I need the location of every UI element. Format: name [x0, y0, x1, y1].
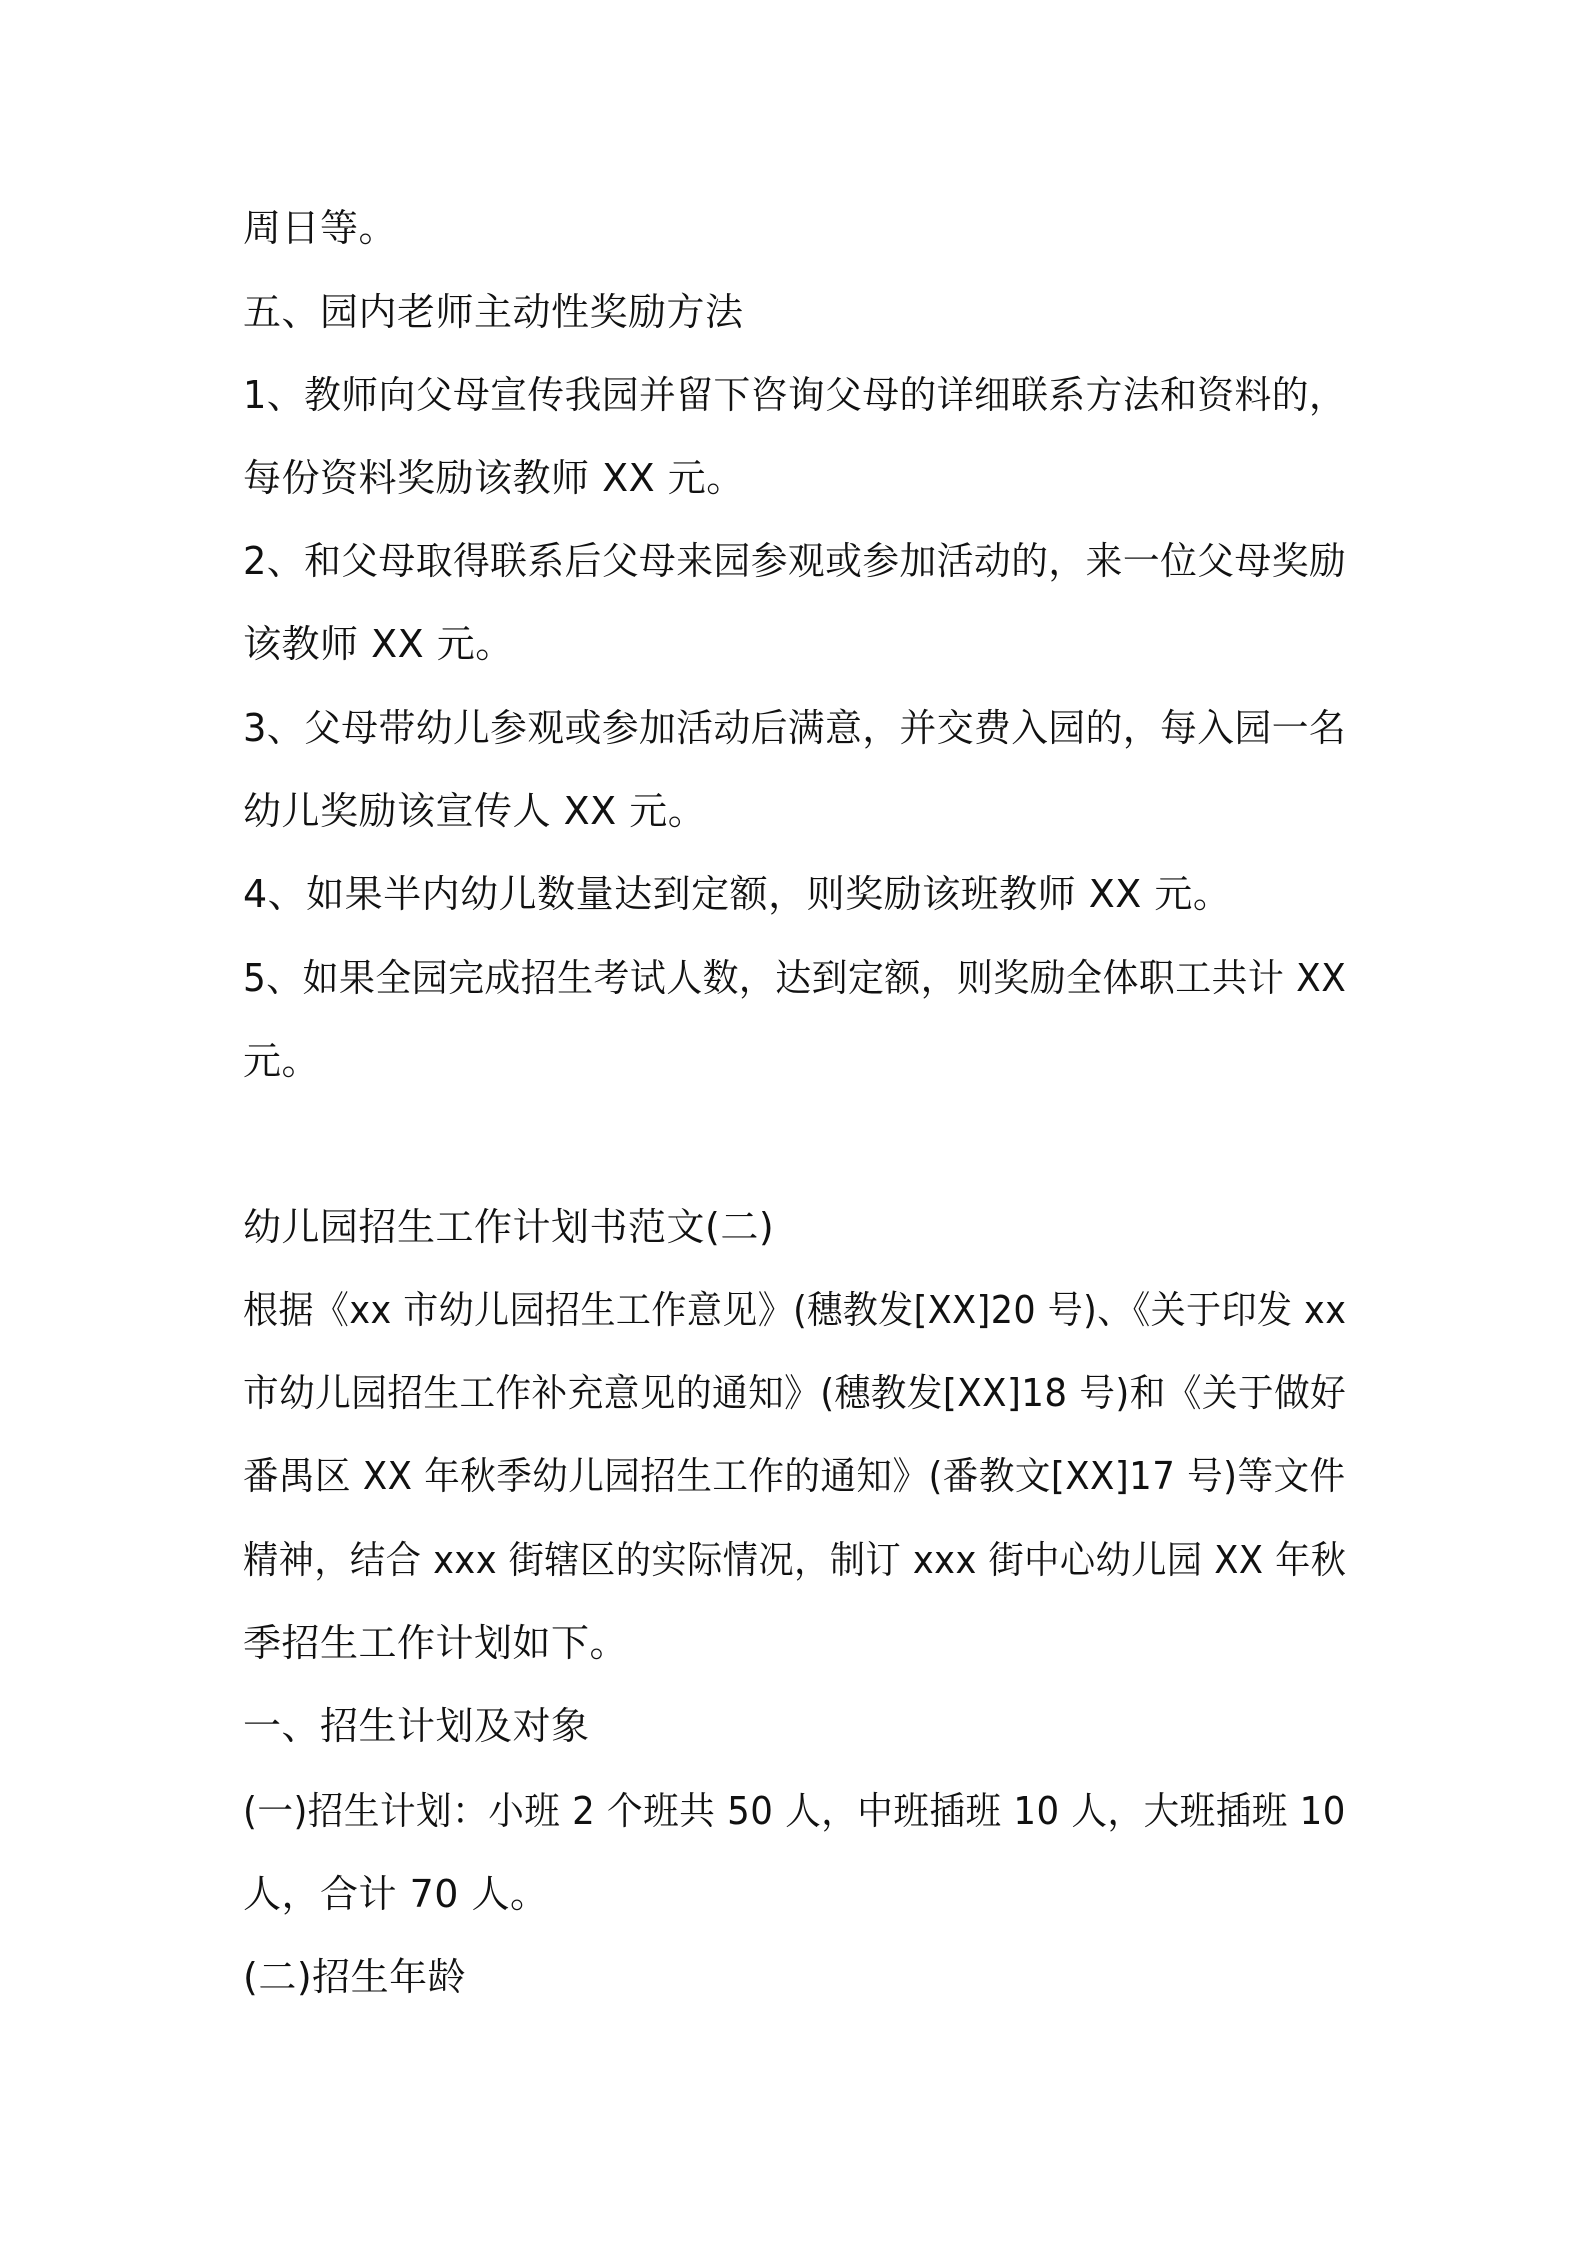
- text-line: 该教师 XX 元。: [243, 622, 514, 666]
- section-heading: (二)招生年龄: [243, 1955, 467, 1999]
- text-line: 每份资料奖励该教师 XX 元。: [243, 456, 745, 500]
- text-line: 市幼儿园招生工作补充意见的通知》(穗教发[XX]18 号)和《关于做好: [243, 1371, 1347, 1415]
- text-line: 幼儿奖励该宣传人 XX 元。: [243, 789, 707, 833]
- text-line: 2、和父母取得联系后父母来园参观或参加活动的，来一位父母奖励: [243, 539, 1347, 583]
- document-subtitle: 幼儿园招生工作计划书范文(二): [243, 1205, 775, 1249]
- text-line: 精神，结合 xxx 街辖区的实际情况，制订 xxx 街中心幼儿园 XX 年秋: [243, 1538, 1347, 1582]
- text-line: 4、如果半内幼儿数量达到定额，则奖励该班教师 XX 元。: [243, 872, 1232, 916]
- text-line: 人，合计 70 人。: [243, 1872, 549, 1916]
- section-heading: 一、招生计划及对象: [243, 1704, 590, 1748]
- text-line: 周日等。: [243, 206, 398, 250]
- text-line: 根据《xx 市幼儿园招生工作意见》(穗教发[XX]20 号)、《关于印发 xx: [243, 1288, 1347, 1332]
- section-heading: 五、园内老师主动性奖励方法: [243, 290, 744, 334]
- text-line: 元。: [243, 1039, 321, 1083]
- text-line: 1、教师向父母宣传我园并留下咨询父母的详细联系方法和资料的，: [243, 373, 1347, 417]
- text-line: (一)招生计划：小班 2 个班共 50 人，中班插班 10 人，大班插班 10: [243, 1789, 1346, 1833]
- text-line: 番禺区 XX 年秋季幼儿园招生工作的通知》(番教文[XX]17 号)等文件: [243, 1454, 1346, 1498]
- text-line: 3、父母带幼儿参观或参加活动后满意，并交费入园的，每入园一名: [243, 706, 1347, 750]
- text-line: 5、如果全园完成招生考试人数，达到定额，则奖励全体职工共计 XX: [243, 956, 1347, 1000]
- text-line: 季招生工作计划如下。: [243, 1621, 629, 1665]
